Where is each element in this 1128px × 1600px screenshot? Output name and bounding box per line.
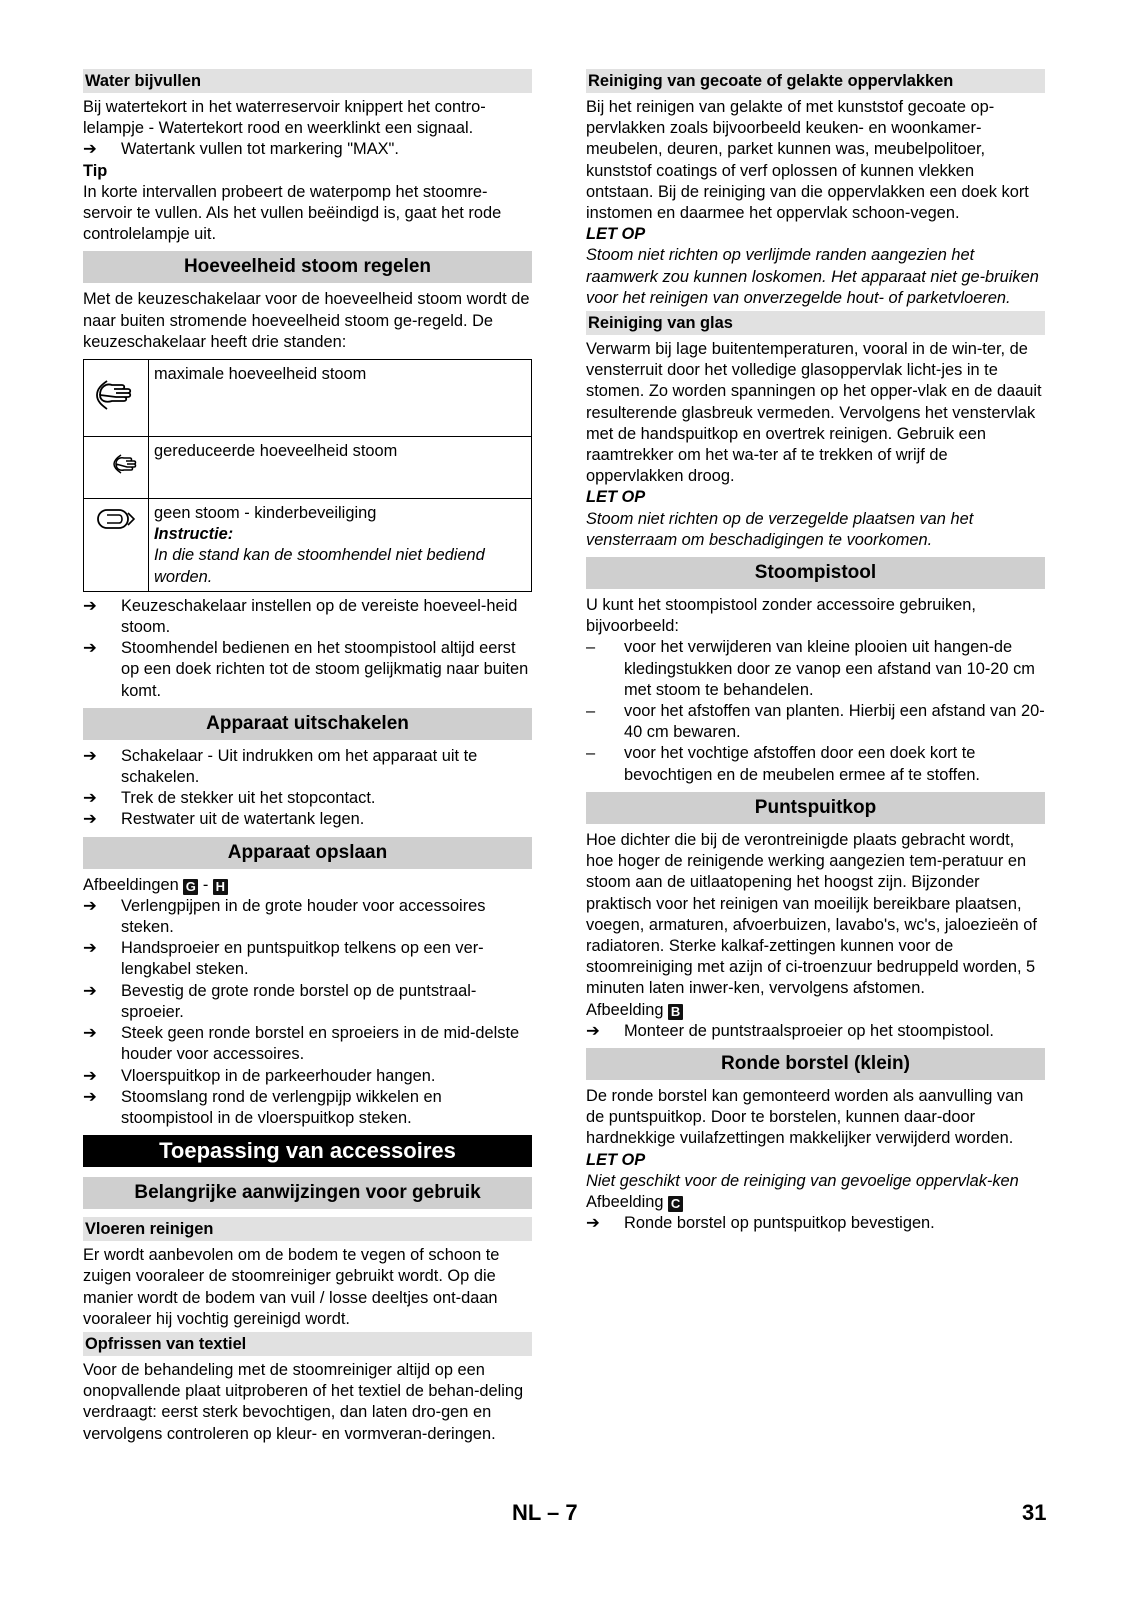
storage-step: ➔ Verlengpijpen in de grote houder voor accessoires steken.	[83, 896, 486, 937]
arrow-icon: ➔	[83, 981, 97, 1000]
arrow-icon: ➔	[83, 746, 97, 765]
max-steam-icon	[84, 360, 149, 437]
caution-label: LET OP	[586, 488, 646, 507]
arrow-icon: ➔	[83, 639, 97, 658]
heading-coated: Reiniging van gecoate of gelakte oppervlakken	[586, 69, 1045, 93]
textile-text: Voor de behandeling met de stoomreiniger altijd op een onopvallende plaat uitproberen of het textiel de behan-deling verdraagt: eerst sterk bevochtigen, dan laten dro-gen en vervolgens controleren op kleur- en vormveran-deringen.	[83, 1360, 524, 1443]
water-refill-step: ➔ Watertank vullen tot markering "MAX".	[83, 139, 532, 160]
point-nozzle-figure-ref: Afbeelding B	[586, 1000, 1045, 1021]
arrow-icon: ➔	[586, 1021, 600, 1040]
list-item: – voor het afstoffen van planten. Hierbij een afstand van 20-40 cm bewaren.	[586, 702, 1045, 742]
heading-steam-amount: Hoeveelheid stoom regelen	[83, 251, 532, 283]
figure-letter-b: B	[668, 1004, 683, 1020]
storage-step: ➔ Handsproeier en puntspuitkop telkens op een ver-lengkabel steken.	[83, 939, 484, 979]
coated-text: Bij het reinigen van gelakte of met kunststof gecoate op-pervlakken zoals bijvoorbeeld keuken- en woonkamer-meubelen, deuren, parket kunnen was, meubelpolitoer, kunststof coatings of verf oplossen of kunnen vlekken ontstaan. Bij de reiniging van die oppervlakken een doek kort instomen en daarmee het oppervlak schoon-vegen.	[586, 98, 1029, 223]
steam-step: ➔ Stoomhendel bedienen en het stoompistool altijd eerst op een doek richten tot de stoom gelijkmatig naar buiten komt.	[83, 639, 529, 700]
heading-switch-off: Apparaat uitschakelen	[83, 708, 532, 740]
point-nozzle-step: ➔ Monteer de puntstraalsproeier op het stoompistool.	[586, 1021, 1045, 1042]
storage-figure-ref: Afbeeldingen G - H	[83, 875, 532, 896]
arrow-icon: ➔	[83, 1087, 97, 1106]
figure-letter-c: C	[668, 1196, 683, 1212]
tip-text: In korte intervallen probeert de waterpomp het stoomre-servoir te vullen. Als het vullen beëindigd is, gaat het rode controlelampje uit.	[83, 182, 502, 244]
floors-text: Er wordt aanbevolen om de bodem te vegen of schoon te zuigen vooraleer de stoomreiniger gebruikt wordt. Op die manier wordt de bodem van vuil / losse deeltjes ont-daan vooraleer hij vochtig gereinigd wordt.	[83, 1246, 500, 1328]
arrow-icon: ➔	[83, 939, 97, 958]
instruction-label: Instructie:	[154, 525, 234, 544]
mode-row	[84, 499, 532, 592]
list-item: – voor het verwijderen van kleine plooien uit hangen-de kledingstukken door ze vanop een afstand van 10-20 cm met stoom te behandelen.	[586, 638, 1035, 699]
arrow-icon: ➔	[83, 810, 97, 829]
figure-letter-g: G	[183, 879, 198, 895]
water-refill-text: Bij watertekort in het waterreservoir knippert het contro-lelampje - Watertekort rood en weerklinkt een signaal.	[83, 98, 486, 138]
figure-letter-h: H	[213, 879, 228, 895]
footer-section: NL – 7	[512, 1500, 578, 1525]
arrow-icon: ➔	[83, 596, 97, 615]
glass-text: Verwarm bij lage buitentemperaturen, vooral in de win-ter, de vensterruit door het volledige glasoppervlak licht-jes in te stomen. Zo worden spanningen op het opper-vlak en de daauit resulterende glasbreuk vermeden. Vervolgens het venstervlak met de handspuitkop en overtrek reinigen. Gebruik een raamtrekker om het wa-ter af te trekken of wrijf de oppervlakken droog.	[586, 340, 1042, 486]
heading-gun: Stoompistool	[586, 557, 1045, 589]
storage-step: ➔ Vloerspuitkop in de parkeerhouder hangen.	[83, 1066, 532, 1087]
steam-modes-table	[83, 359, 532, 592]
caution-label: LET OP	[586, 1150, 646, 1169]
tip-label: Tip	[83, 161, 108, 180]
caution-text: Stoom niet richten op de verzegelde plaatsen van het vensterraam om beschadigingen te voorkomen.	[586, 509, 974, 549]
arrow-icon: ➔	[83, 1066, 97, 1085]
round-brush-text: De ronde borstel kan gemonteerd worden als aanvulling van de puntspuitkop. Door te borstelen, kunnen daar-door hardnekkige vuilafzettingen makkelijker verwijderd worden.	[586, 1086, 1024, 1148]
page-number: 31	[1022, 1500, 1047, 1525]
storage-step: ➔ Stoomslang rond de verlengpijp wikkelen en stoompistool in de vloerspuitkop steken.	[83, 1087, 442, 1127]
switch-off-step: ➔ Restwater uit de watertank legen.	[83, 809, 532, 830]
arrow-icon: ➔	[83, 140, 97, 159]
round-brush-figure-ref: Afbeelding C	[586, 1192, 1045, 1213]
caution-text: Stoom niet richten op verlijmde randen aangezien het raamwerk zou kunnen loskomen. Het apparaat niet ge-bruiken voor het reinigen van onverzegelde hout- of parketvloeren.	[586, 246, 1039, 307]
arrow-icon: ➔	[83, 896, 97, 915]
left-column	[83, 67, 532, 1445]
heading-water-refill: Water bijvullen	[83, 69, 532, 93]
heading-glass: Reiniging van glas	[586, 311, 1045, 335]
gun-intro: U kunt het stoompistool zonder accessoire gebruiken, bijvoorbeeld:	[586, 596, 976, 636]
caution-text: Niet geschikt voor de reiniging van gevoelige oppervlak-ken	[586, 1171, 1019, 1190]
caution-label: LET OP	[586, 225, 646, 244]
mode-text: geen stoom - kinderbeveiliging Instructie: In die stand kan de stoomhendel niet bediend worden.	[149, 499, 532, 592]
instruction-text: In die stand kan de stoomhendel niet bediend worden.	[154, 546, 485, 586]
heading-floors: Vloeren reinigen	[83, 1217, 532, 1241]
heading-important: Belangrijke aanwijzingen voor gebruik	[83, 1177, 532, 1209]
no-steam-lock-icon	[84, 499, 149, 592]
switch-off-step: ➔ Schakelaar - Uit indrukken om het apparaat uit te schakelen.	[83, 746, 478, 787]
chapter-title: Toepassing van accessoires	[83, 1135, 532, 1167]
reduced-steam-icon	[84, 437, 149, 499]
mode-text: gereduceerde hoeveelheid stoom	[149, 437, 532, 499]
heading-round-brush: Ronde borstel (klein)	[586, 1048, 1045, 1080]
arrow-icon: ➔	[83, 1024, 97, 1043]
round-brush-step: ➔ Ronde borstel op puntspuitkop bevestigen.	[586, 1213, 1045, 1234]
arrow-icon: ➔	[586, 1214, 600, 1233]
heading-storage: Apparaat opslaan	[83, 837, 532, 869]
mode-row	[84, 360, 532, 437]
point-nozzle-text: Hoe dichter die bij de verontreinigde plaats gebracht wordt, hoe hoger de reinigende werking aangezien tem-peratuur en stoom aan de uitlaatopening het hoogst zijn. Bijzonder praktisch voor het reinigen van moeilijk bereikbare plaatsen, voegen, armaturen, afvoerbuizen, lavabo's, wc's, jaloezieën of radiatoren. Sterke kalkaf-zettingen kunnen voor de stoomreiniging met azijn of ci-troenzuur bedruppeld worden, 5 minuten laten inwer-ken, vervolgens afstomen.	[586, 830, 1037, 998]
arrow-icon: ➔	[83, 789, 97, 808]
heading-point-nozzle: Puntspuitkop	[586, 792, 1045, 824]
list-item: – voor het vochtige afstoffen door een doek kort te bevochtigen en de meubelen ermee af te stoffen.	[586, 744, 980, 784]
storage-step: ➔ Bevestig de grote ronde borstel op de puntstraal-sproeier.	[83, 981, 477, 1021]
switch-off-step: ➔ Trek de stekker uit het stopcontact.	[83, 788, 532, 809]
right-column	[586, 67, 1045, 1234]
mode-text: maximale hoeveelheid stoom	[149, 360, 532, 437]
steam-amount-intro: Met de keuzeschakelaar voor de hoeveelheid stoom wordt de naar buiten stromende hoeveelheid stoom ge-regeld. De keuzeschakelaar heeft drie standen:	[83, 290, 530, 351]
heading-textile: Opfrissen van textiel	[83, 1332, 532, 1356]
storage-step: ➔ Steek geen ronde borstel en sproeiers in de mid-delste houder voor accessoires.	[83, 1024, 520, 1064]
steam-step: ➔ Keuzeschakelaar instellen op de vereiste hoeveel-heid stoom.	[83, 596, 518, 637]
mode-row	[84, 437, 532, 499]
